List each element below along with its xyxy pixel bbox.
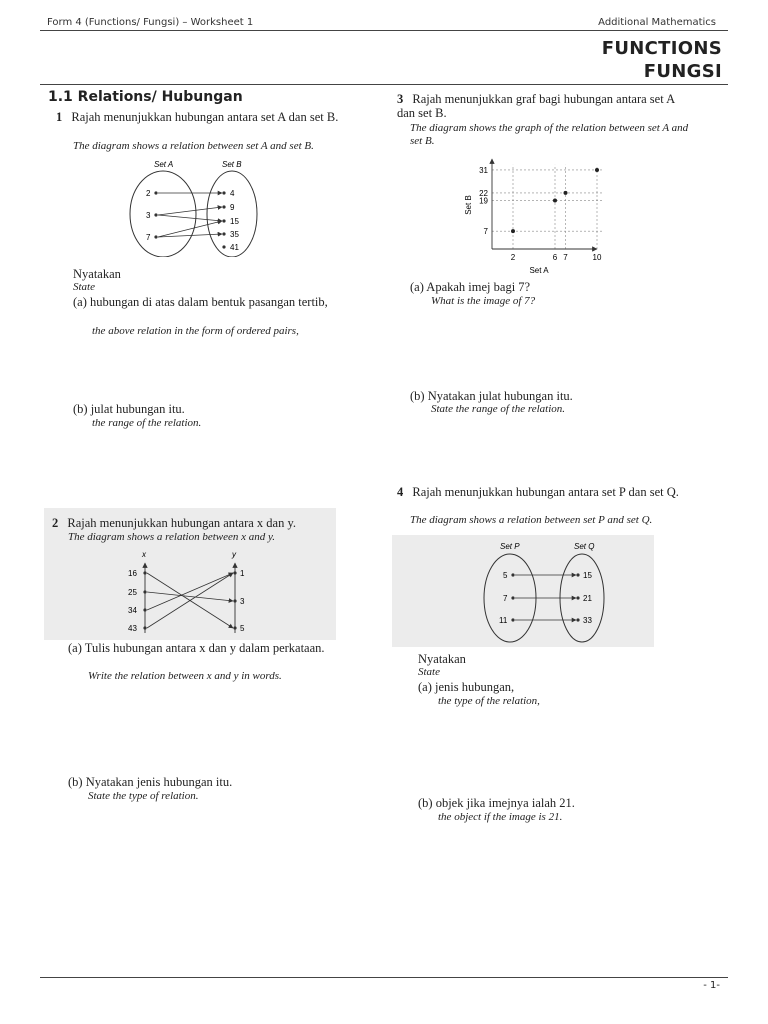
q3-y-tick: 19 bbox=[479, 196, 488, 206]
q3-x-tick: 7 bbox=[563, 253, 568, 262]
q2-text: Rajah menunjukkan hubungan antara x dan y. bbox=[67, 516, 297, 530]
q1-part-b-en: the range of the relation. bbox=[92, 417, 202, 429]
q4-p-5: 5 bbox=[503, 571, 508, 580]
q3-grid bbox=[492, 165, 603, 249]
q3-graph bbox=[455, 155, 605, 275]
q2-x-43: 43 bbox=[128, 624, 137, 633]
q1-b-15: 15 bbox=[230, 217, 239, 226]
q2-arrow bbox=[147, 592, 233, 601]
q1-b-35: 35 bbox=[230, 230, 239, 239]
q4-q-21: 21 bbox=[583, 594, 592, 603]
q1-number: 1 bbox=[56, 110, 63, 124]
q1-b-41: 41 bbox=[230, 243, 239, 252]
q3-text: Rajah menunjukkan graf bagi hubungan antara set A dan set B. bbox=[397, 92, 675, 120]
title-en: FUNCTIONS bbox=[601, 38, 722, 59]
q3-point bbox=[553, 199, 557, 203]
q2-x-34: 34 bbox=[128, 606, 137, 615]
q3-x-tick: 10 bbox=[592, 253, 602, 262]
section-heading: 1.1 Relations/ Hubungan bbox=[48, 89, 243, 105]
q2-y-5: 5 bbox=[240, 624, 245, 633]
q4-number: 4 bbox=[397, 485, 404, 499]
q1-b-4: 4 bbox=[230, 189, 235, 198]
q1-set-a-label: Set A bbox=[154, 160, 174, 169]
q2-y-1: 1 bbox=[240, 569, 245, 578]
q3-y-tick: 22 bbox=[479, 188, 488, 198]
q2-text-en: The diagram shows a relation between x and y. bbox=[68, 531, 276, 543]
q1-arrow-diagram bbox=[118, 157, 268, 257]
q3-part-a-en: What is the image of 7? bbox=[431, 295, 536, 307]
q2-y-3: 3 bbox=[240, 597, 245, 606]
q4-part-b: (b) objek jika imejnya ialah 21. bbox=[418, 796, 575, 810]
q2-block bbox=[52, 516, 342, 530]
footer-rule bbox=[40, 977, 728, 978]
q4-block bbox=[397, 485, 687, 499]
q1-arrow bbox=[158, 215, 222, 221]
header-right: Additional Mathematics bbox=[598, 17, 716, 28]
q4-p-7: 7 bbox=[503, 594, 508, 603]
q2-arrow bbox=[147, 573, 233, 610]
title-rule bbox=[40, 84, 728, 85]
q4-state-en: State bbox=[418, 666, 440, 678]
q3-part-b: (b) Nyatakan julat hubungan itu. bbox=[410, 389, 573, 403]
q4-part-a: (a) jenis hubungan, bbox=[418, 680, 515, 694]
q4-text-en: The diagram shows a relation between set P and set Q. bbox=[410, 514, 653, 526]
q3-x-tick: 2 bbox=[510, 253, 516, 262]
title-ms: FUNGSI bbox=[643, 61, 722, 82]
header-left: Form 4 (Functions/ Fungsi) – Worksheet 1 bbox=[47, 17, 254, 28]
q3-text-en: The diagram shows the graph of the relation between set A and set B. bbox=[410, 122, 689, 147]
q4-set-q-label: Set Q bbox=[574, 542, 595, 551]
q1-part-a: (a) hubungan di atas dalam bentuk pasangan tertib, bbox=[73, 295, 328, 309]
q3-part-a: (a) Apakah imej bagi 7? bbox=[410, 280, 531, 294]
q4-part-b-en: the object if the image is 21. bbox=[438, 811, 563, 823]
page-title bbox=[602, 37, 722, 83]
page-number: - 1- bbox=[703, 980, 720, 991]
q3-part-b-en: State the range of the relation. bbox=[431, 403, 566, 415]
q1-arrow bbox=[158, 207, 222, 215]
q2-arrow-diagram bbox=[124, 547, 264, 637]
q1-part-a-en: the above relation in the form of ordered pairs, bbox=[92, 325, 299, 337]
q2-part-a-en: Write the relation between x and y in words. bbox=[88, 670, 282, 682]
q1-set-b-label: Set B bbox=[222, 160, 242, 169]
q3-y-tick: 7 bbox=[483, 227, 488, 237]
q1-b-9: 9 bbox=[230, 203, 235, 212]
q2-part-b: (b) Nyatakan jenis hubungan itu. bbox=[68, 775, 233, 789]
header-rule bbox=[40, 30, 728, 31]
q4-state: Nyatakan bbox=[418, 652, 466, 666]
q3-x-tick: 6 bbox=[552, 253, 558, 262]
q1-a-2: 2 bbox=[146, 189, 151, 198]
q1-text-en: The diagram shows a relation between set A and set B. bbox=[73, 140, 314, 152]
q4-set-p-label: Set P bbox=[500, 542, 520, 551]
q3-tick-labels bbox=[479, 166, 602, 262]
q1-a-7: 7 bbox=[146, 233, 151, 242]
q3-number: 3 bbox=[397, 92, 404, 106]
q2-part-a: (a) Tulis hubungan antara x dan y dalam perkataan. bbox=[68, 641, 325, 655]
q1-a-3: 3 bbox=[146, 211, 151, 220]
q4-text: Rajah menunjukkan hubungan antara set P dan set Q. bbox=[412, 485, 679, 499]
q1-state: Nyatakan bbox=[73, 267, 121, 281]
q4-q-15: 15 bbox=[583, 571, 592, 580]
q1-text: Rajah menunjukkan hubungan antara set A dan set B. bbox=[71, 110, 339, 124]
q3-point bbox=[511, 229, 515, 233]
q2-number: 2 bbox=[52, 516, 59, 530]
q4-part-a-en: the type of the relation, bbox=[438, 695, 540, 707]
q2-x-25: 25 bbox=[128, 588, 137, 597]
q4-p-11: 11 bbox=[499, 616, 508, 625]
q1-block bbox=[56, 110, 346, 124]
q2-x-label: x bbox=[142, 550, 146, 559]
q3-block bbox=[397, 92, 687, 120]
q3-y-tick: 31 bbox=[479, 165, 488, 175]
q3-xlabel: Set A bbox=[529, 266, 549, 275]
q3-ylabel: Set B bbox=[464, 195, 473, 215]
q2-y-label: y bbox=[232, 550, 236, 559]
q4-arrow-diagram bbox=[470, 538, 620, 646]
q4-q-33: 33 bbox=[583, 616, 592, 625]
q1-part-b: (b) julat hubungan itu. bbox=[73, 402, 185, 416]
q1-state-en: State bbox=[73, 281, 95, 293]
q3-point bbox=[595, 168, 599, 172]
q3-point bbox=[564, 191, 568, 195]
q2-part-b-en: State the type of relation. bbox=[88, 790, 199, 802]
q2-x-16: 16 bbox=[128, 569, 137, 578]
